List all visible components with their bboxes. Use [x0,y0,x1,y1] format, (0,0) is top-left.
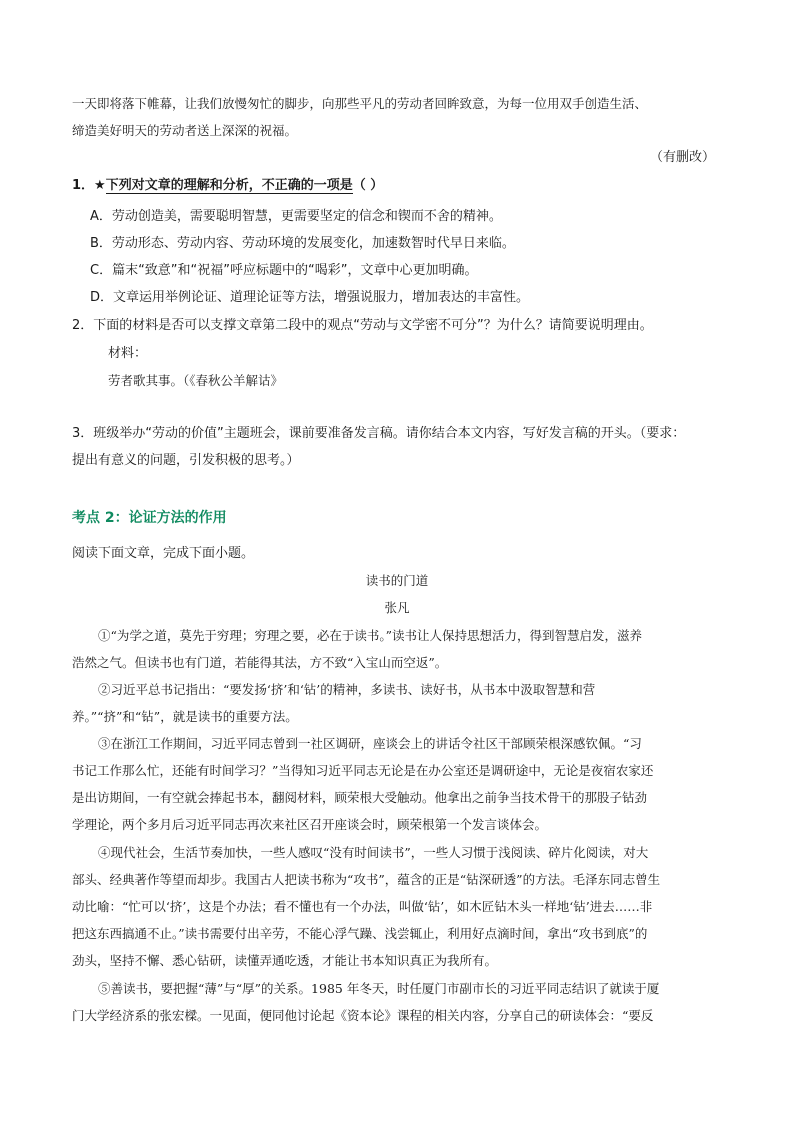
star-icon: ★ [94,178,106,193]
question-1-underlined-text: 下列对文章的理解和分析，不正确的一项是 [105,178,353,193]
paragraph-5-line-1: ⑤善读书，要把握“薄”与“厚”的关系。1985 年冬天，时任厦门市副市长的习近平同志结识了就读于厦 [98,981,660,996]
paragraph-2-line-2: 养。”“挤”和“钻”，就是读书的重要方法。 [72,709,298,724]
material-text: 劳者歌其事。（《春秋公羊解诂》 [108,373,284,388]
question-1-stem [72,172,732,199]
question-3-line-2: 提出有意义的问题，引发积极的思考。） [72,453,300,468]
paragraph-1-line-1: ①“为学之道，莫先于穷理；穷理之要，必在于读书。”读书让人保持思想活力，得到智慧启发，滋养 [98,628,643,643]
option-b: B．劳动形态、劳动内容、劳动环境的发展变化，加速数智时代早日来临。 [90,236,515,251]
paragraph-3-line-2: 书记工作那么忙，还能有时间学习？”当得知习近平同志无论是在办公室还是调研途中，无论是夜宿农家还 [72,763,654,778]
paragraph-3-line-1: ③在浙江工作期间，习近平同志曾到一社区调研，座谈会上的讲话令社区干部顾荣根深感钦佩。“习 [98,736,642,751]
paragraph-4-line-1: ④现代社会，生活节奏加快，一些人感叹“没有时间读书”，一些人习惯于浅阅读、碎片化阅读，对大 [98,845,649,860]
option-c: C．篇末“致意”和“祝福”呼应标题中的“喝彩”，文章中心更加明确。 [90,263,478,278]
question-1-number: 1． [72,178,95,193]
option-a: A．劳动创造美，需要聪明智慧，更需要坚定的信念和锲而不舍的精神。 [90,209,502,224]
section-heading: 考点 2：论证方法的作用 [72,510,227,526]
paragraph-3-line-4: 学理论，两个多月后习近平同志再次来社区召开座谈会时，顾荣根第一个发言谈体会。 [72,817,548,832]
question-2-text: 2．下面的材料是否可以支撑文章第二段中的观点“劳动与文学密不可分”？为什么？请简要说明理由。 [72,318,653,333]
reading-instruction: 阅读下面文章，完成下面小题。 [72,546,255,561]
paragraph-4-line-2: 部头、经典著作等望而却步。我国古人把读书称为“攻书”，蕴含的正是“钻深研透”的方法。毛泽东同志曾生 [72,872,661,887]
passage-end-line-2: 缔造美好明天的劳动者送上深深的祝福。 [72,123,298,138]
paragraph-5-line-2: 门大学经济系的张宏樑。一见面，便同他讨论起《资本论》课程的相关内容，分享自己的研读体会：“要反 [72,1008,654,1023]
edited-note: （有删改） [649,150,715,165]
answer-bracket: （ ） [352,178,384,193]
option-d: D．文章运用举例论证、道理论证等方法，增强说服力，增加表达的丰富性。 [90,290,530,305]
paragraph-4-line-4: 把这东西搞通不止。”读书需要付出辛劳，不能心浮气躁、浅尝辄止，利用好点滴时间，拿出“攻书到底”的 [72,926,648,941]
passage-end-line-1: 一天即将落下帷幕，让我们放慢匆忙的脚步，向那些平凡的劳动者回眸致意，为每一位用双手创造生活、 [72,96,648,111]
paragraph-2-line-1: ②习近平总书记指出：“要发扬‘挤’和‘钻’的精神，多读书、读好书，从书本中汲取智慧和营 [98,682,596,697]
paragraph-1-line-2: 浩然之气。但读书也有门道，若能得其法，方不致“入宝山而空返”。 [72,655,448,670]
paragraph-4-line-3: 动比喻：“忙可以‘挤’，这是个办法；看不懂也有一个办法，叫做‘钻’，如木匠钻木头一样地‘钻’进去……非 [72,899,653,914]
paragraph-4-line-5: 劲头，坚持不懈、悉心钻研，读懂弄通吃透，才能让书本知识真正为我所有。 [72,953,498,968]
question-3-line-1: 3．班级举办“劳动的价值”主题班会，课前要准备发言稿。请你结合本文内容，写好发言稿的开头。（要求： [72,426,686,441]
paragraph-3-line-3: 是出访期间，一有空就会捧起书本，翻阅材料，顾荣根大受触动。他拿出之前争当技术骨干的那股子钻劲 [72,790,648,805]
article-author: 张凡 [384,600,410,615]
material-label: 材料： [108,346,148,361]
article-title: 读书的门道 [365,573,429,588]
